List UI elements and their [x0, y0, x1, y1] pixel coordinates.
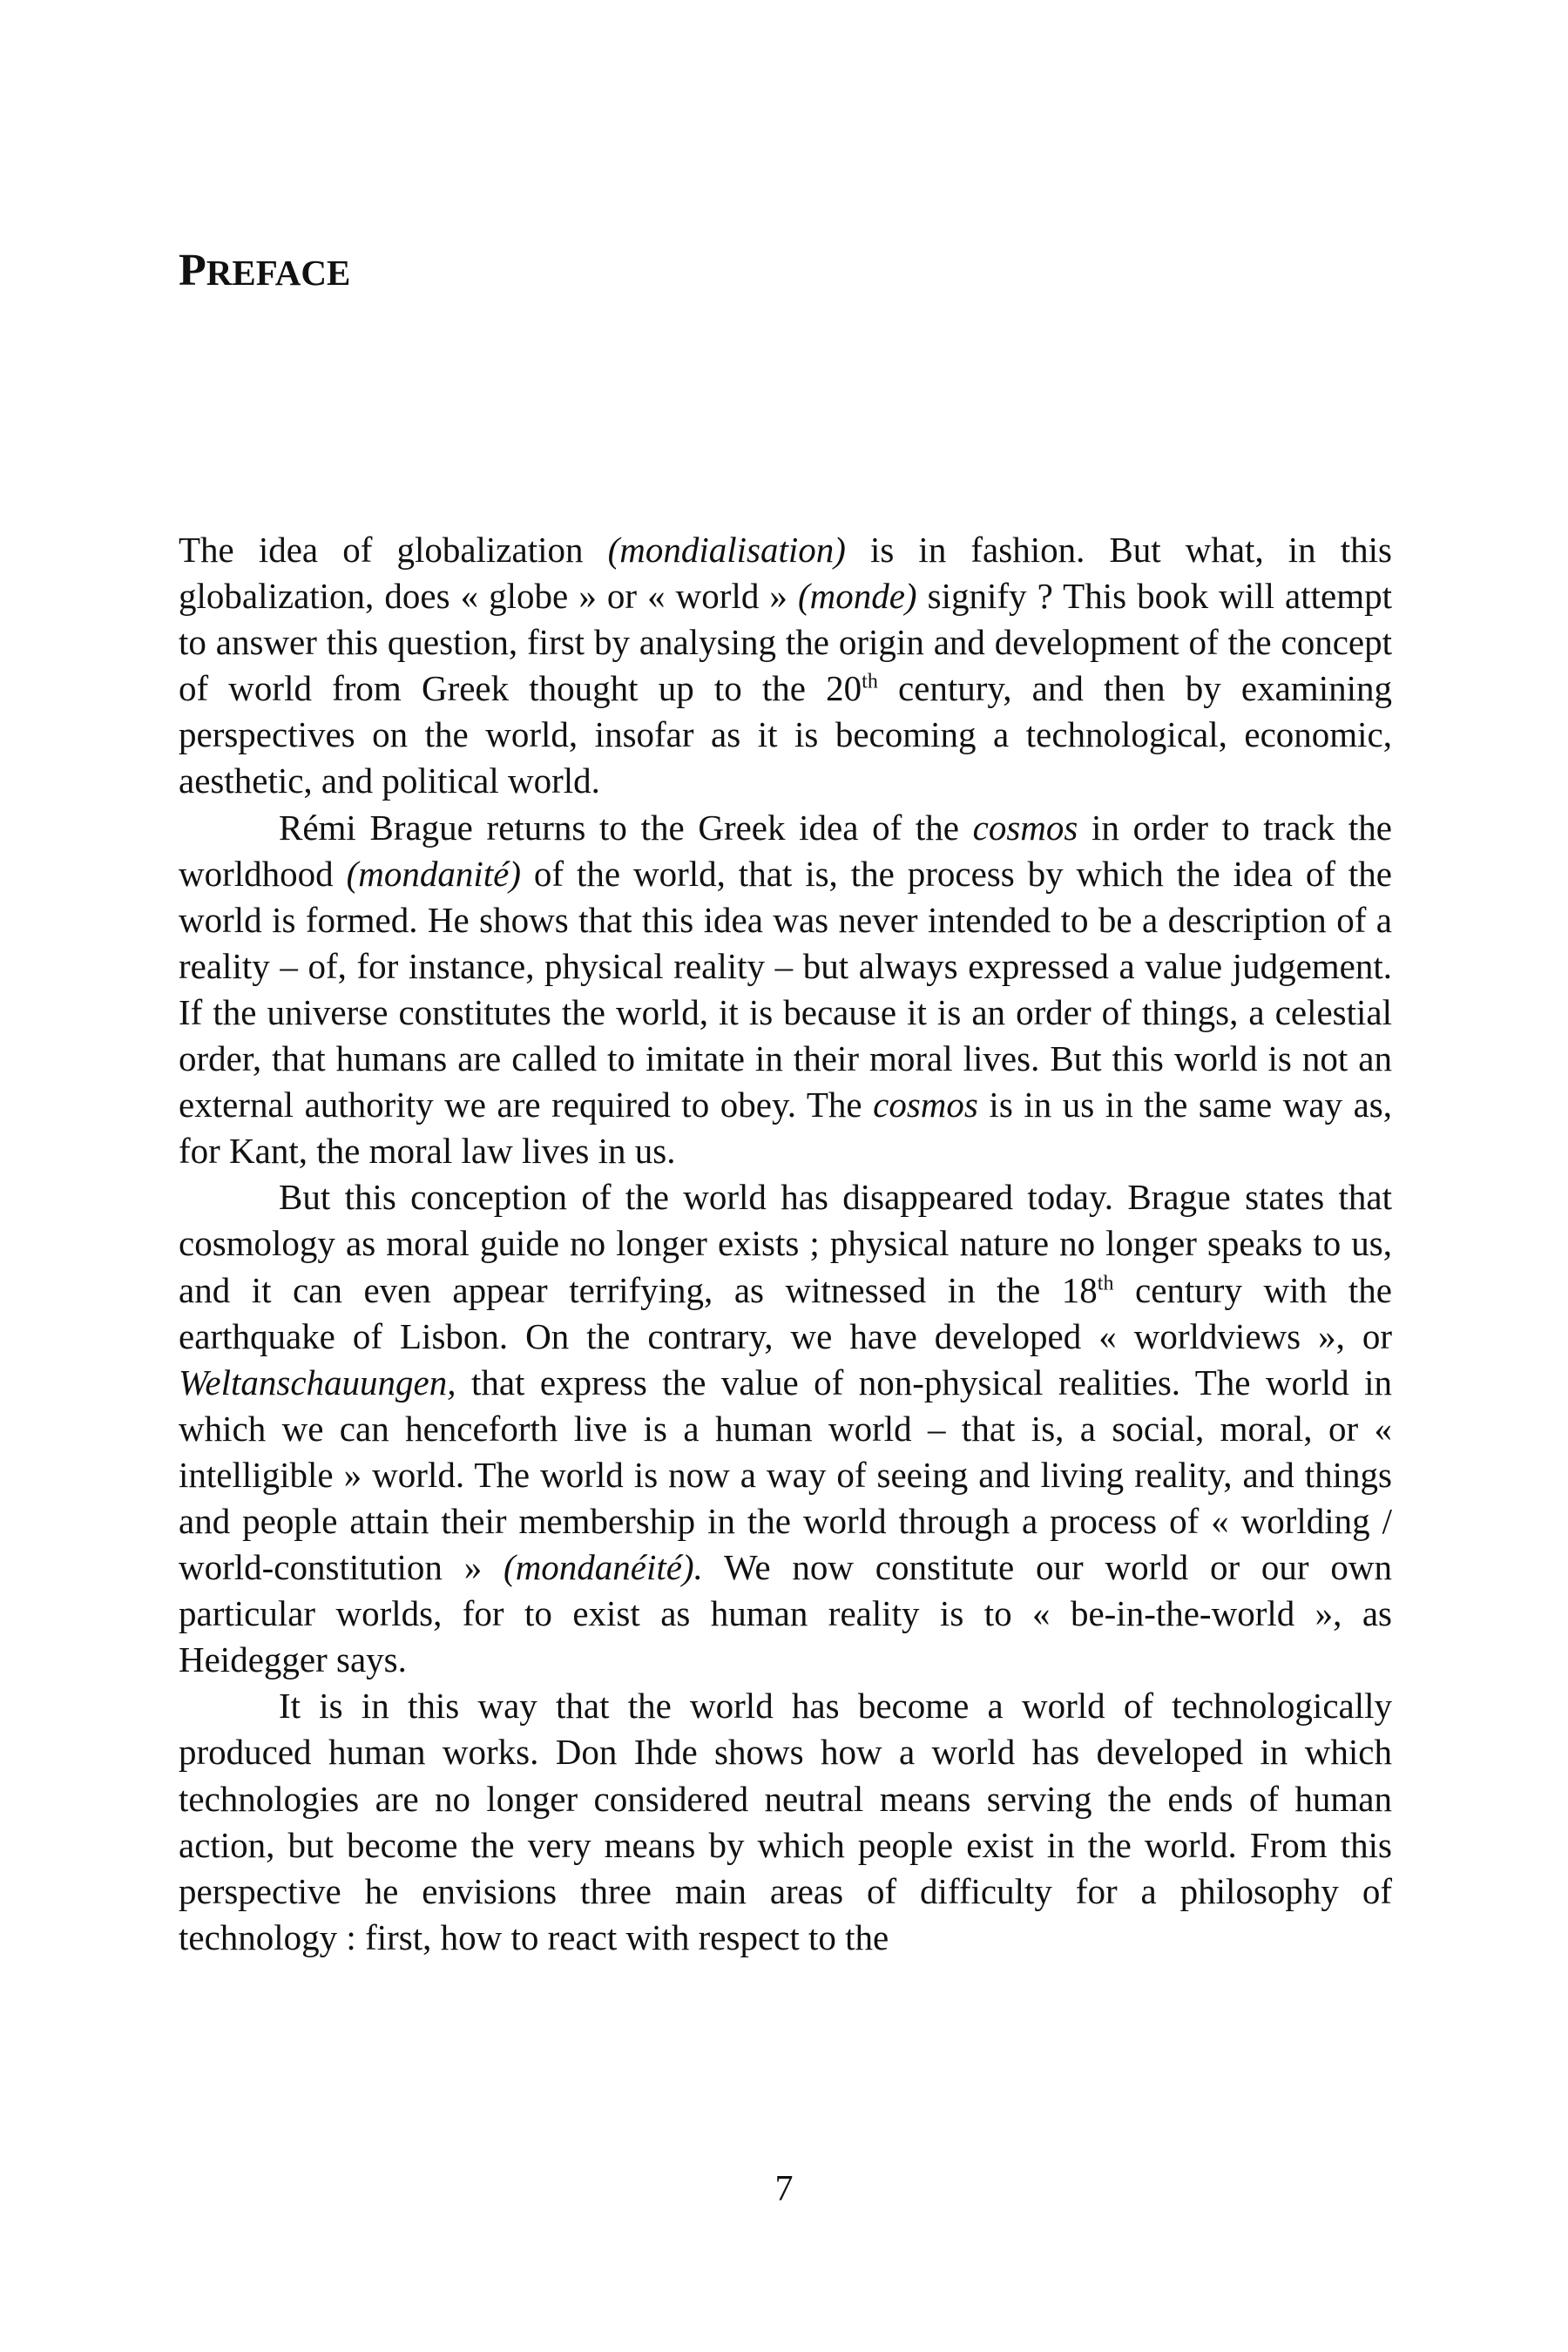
text-run: century with the earthquake of Lisbon. On the contrary, we have developed « worldviews », or — [179, 1269, 1392, 1356]
text-run: Rémi Brague returns to the Greek idea of the — [279, 807, 973, 848]
text-run: in order to track the worldhood — [179, 807, 1392, 894]
text-run: is in us in the same way as, for Kant, the moral law lives in us. — [179, 1085, 1392, 1172]
italic-run: (monde) — [797, 576, 917, 617]
text-run: signify ? This book will attempt to answer this question, first by analysing the origin and development of the concept of world from Greek thought up to the 20 — [179, 576, 1392, 709]
paragraph-4 — [179, 1683, 1392, 1961]
italic-run: (mondanité) — [346, 853, 521, 894]
text-run: that express the value of non-physical realities. The world in which we can henceforth live is a human world – that is, a social, moral, or « intelligible » world. The world is now a way of seeing and living reality, and things and people attain their membership in the world through a process of « worlding / world-constitution » — [179, 1362, 1392, 1588]
text-run: It is in this way that the world has become a world of technologically produced human works. Don Ihde shows how a world has developed in which technologies are no longer considered neutral means serving the ends of human action, but become the very means by which people exist in the world. From this perspective he envisions three main areas of difficulty for a philosophy of technology : first, how to react with respect to the — [179, 1686, 1392, 1957]
body-text — [179, 527, 1392, 1961]
superscript: th — [1097, 1271, 1114, 1294]
paragraph-2 — [179, 805, 1392, 1175]
page-title-rest: REFACE — [206, 253, 351, 293]
text-run: is in fashion. But what, in this globalization, does « globe » or « world » — [179, 530, 1393, 617]
text-run: of the world, that is, the process by which the idea of the world is formed. He shows that this idea was never intended to be a description of a reality – of, for instance, physical reality – but always expressed a value judgement. If the universe constitutes the world, it is because it is an order of things, a celestial order, that humans are called to imitate in their moral lives. But this world is not an external authority we are required to obey. The — [179, 853, 1392, 1125]
paragraph-3 — [179, 1174, 1392, 1683]
italic-run: (mondanéité). — [504, 1547, 703, 1588]
italic-run: cosmos — [873, 1085, 978, 1125]
superscript: th — [862, 670, 878, 693]
page-title — [179, 248, 350, 294]
page-title-initial: P — [179, 246, 206, 295]
page-number: 7 — [774, 2169, 794, 2209]
text-run: The idea of globalization — [179, 530, 608, 570]
paragraph-1 — [179, 527, 1392, 805]
text-run: century, and then by examining perspectives on the world, insofar as it is becoming a technological, economic, aesthetic, and political world. — [179, 668, 1392, 801]
text-run: But this conception of the world has disappeared today. Brague states that cosmology as moral guide no longer exists ; physical nature no longer speaks to us, and it can even appear terrifying, as witnessed in the 18 — [179, 1177, 1392, 1310]
italic-run: Weltanschauungen, — [179, 1362, 456, 1402]
italic-run: cosmos — [972, 807, 1078, 848]
italic-run: (mondialisation) — [607, 530, 846, 570]
text-run: We now constitute our world or our own particular worlds, for to exist as human reality is to « be-in-the-world », as Heidegger says. — [179, 1547, 1392, 1680]
